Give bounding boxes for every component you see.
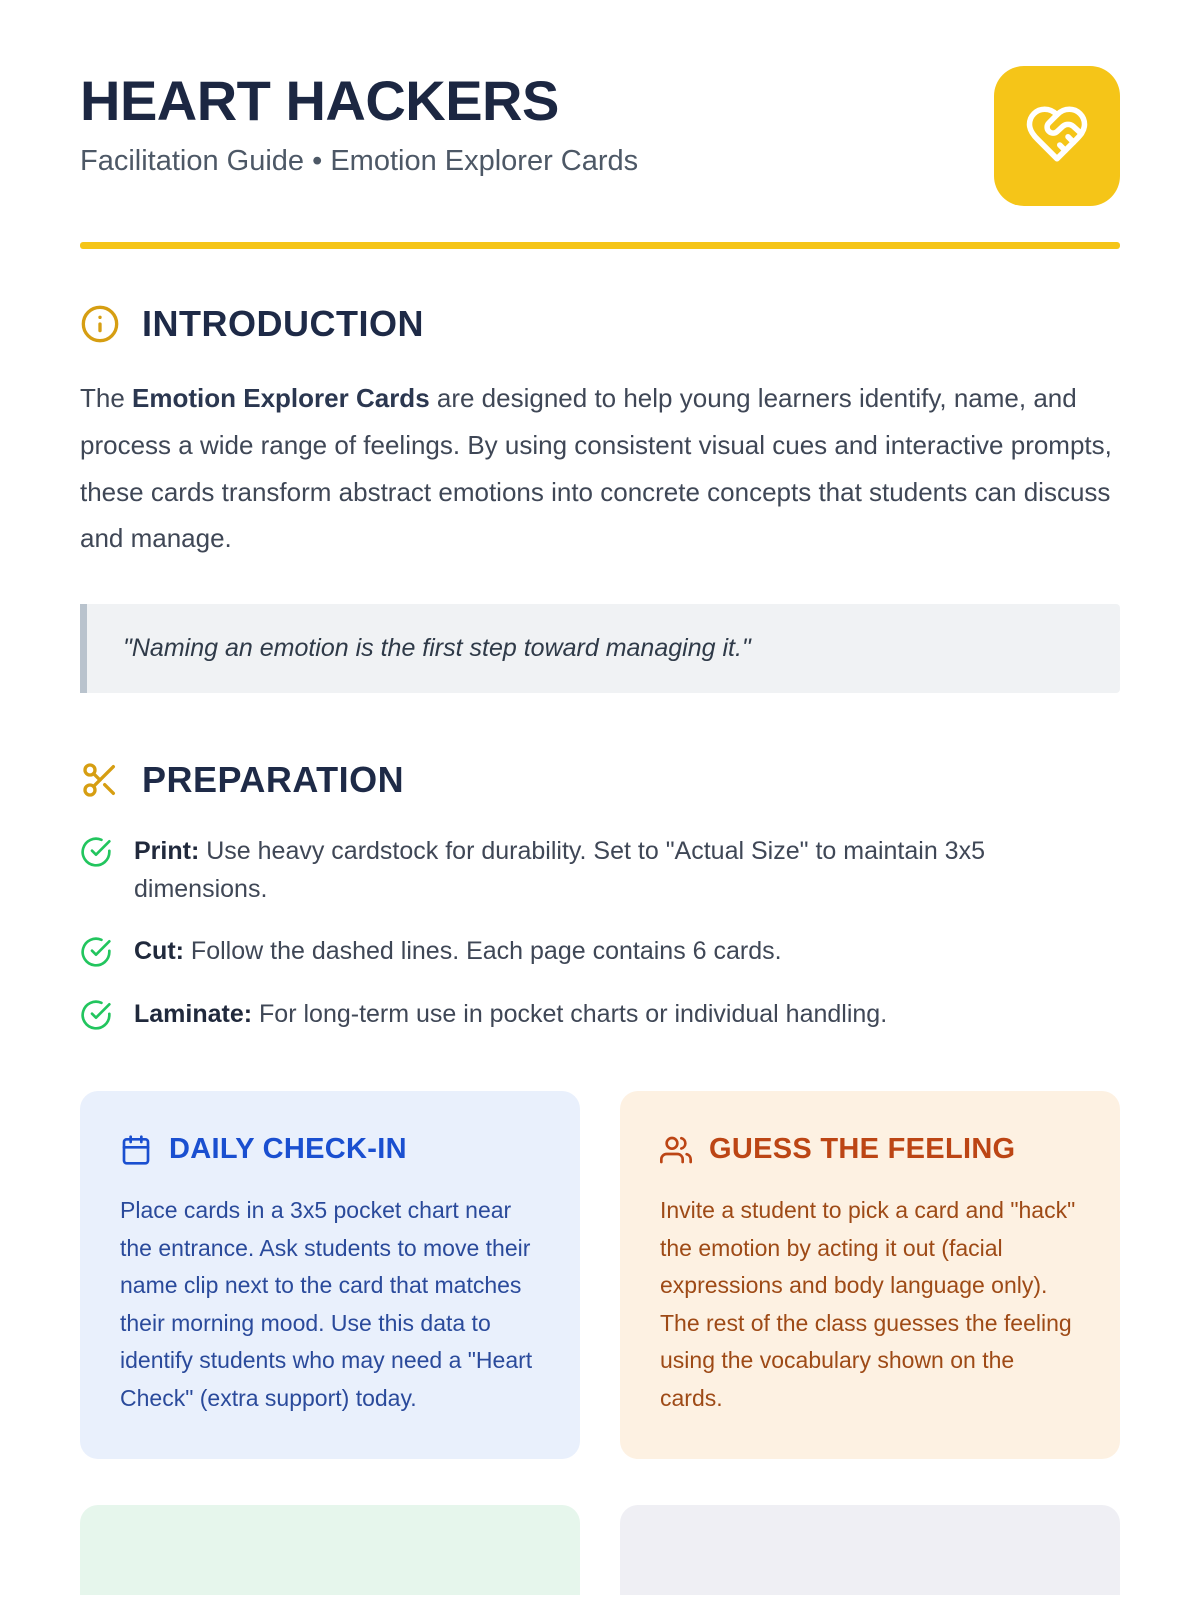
item-text: For long-term use in pocket charts or individual handling. — [252, 999, 888, 1028]
card-body: Place cards in a 3x5 pocket chart near the entrance. Ask students to move their name clip next to the card that matches their morning mood. Use this data to identify students who may need a "Heart Check" (extra support) today. — [120, 1197, 533, 1411]
section-introduction — [80, 303, 1120, 693]
partial-card-green — [80, 1505, 580, 1595]
header-text — [80, 69, 639, 178]
check-circle-icon — [80, 999, 112, 1031]
intro-rest: are designed to help young learners identify, name, and process a wide range of feelings. By using consistent visual cues and interactive prompts, these cards transform abstract emotions into concrete concepts that students can discuss and manage. — [80, 383, 1112, 554]
item-label: Print: — [134, 837, 200, 866]
checklist-item-text — [134, 833, 1120, 908]
check-circle-icon — [80, 936, 112, 968]
card-body: Invite a student to pick a card and "hack" the emotion by acting it out (facial expressions and body language only). The rest of the class guesses the feeling using the vocabulary shown on the cards. — [660, 1197, 1076, 1411]
card-title-row — [120, 1133, 540, 1166]
page-title: HEART HACKERS — [80, 69, 559, 132]
yellow-divider — [80, 242, 1120, 249]
checklist-item-laminate — [80, 996, 1120, 1034]
brand-logo — [994, 66, 1120, 206]
checklist-item-print — [80, 833, 1120, 908]
section-preparation — [80, 759, 1120, 1033]
introduction-heading-row — [80, 303, 1120, 345]
card-title: DAILY CHECK-IN — [169, 1133, 407, 1166]
item-label: Laminate: — [134, 999, 253, 1028]
checklist-item-cut — [80, 933, 1120, 971]
intro-bold-phrase: Emotion Explorer Cards — [132, 383, 430, 413]
heart-handshake-icon — [1024, 101, 1090, 172]
calendar-icon — [120, 1134, 152, 1166]
users-icon — [660, 1134, 692, 1166]
next-row-partial-cards — [80, 1505, 1120, 1595]
item-text: Follow the dashed lines. Each page contains 6 cards. — [183, 937, 782, 966]
item-label: Cut: — [134, 937, 184, 966]
page-subtitle: Facilitation Guide • Emotion Explorer Cards — [80, 144, 639, 177]
partial-card-gray — [620, 1505, 1120, 1595]
card-title-row — [660, 1133, 1080, 1166]
activity-cards — [80, 1091, 1120, 1459]
intro-lead: The — [80, 383, 133, 413]
introduction-heading: INTRODUCTION — [142, 303, 424, 344]
info-icon — [80, 304, 120, 344]
scissors-icon — [80, 760, 120, 800]
card-title: GUESS THE FEELING — [709, 1133, 1016, 1166]
preparation-heading-row — [80, 759, 1120, 801]
introduction-paragraph — [80, 375, 1120, 562]
quote-block: "Naming an emotion is the first step toward managing it." — [80, 604, 1120, 693]
preparation-heading: PREPARATION — [142, 759, 405, 801]
header — [80, 0, 1120, 206]
preparation-checklist — [80, 833, 1120, 1033]
activity-card-guess-the-feeling — [620, 1091, 1120, 1459]
activity-card-daily-check-in — [80, 1091, 580, 1459]
checklist-item-text — [134, 933, 782, 971]
item-text: Use heavy cardstock for durability. Set to "Actual Size" to maintain 3x5 dimensions. — [134, 837, 985, 903]
check-circle-icon — [80, 836, 112, 868]
checklist-item-text — [134, 996, 887, 1034]
